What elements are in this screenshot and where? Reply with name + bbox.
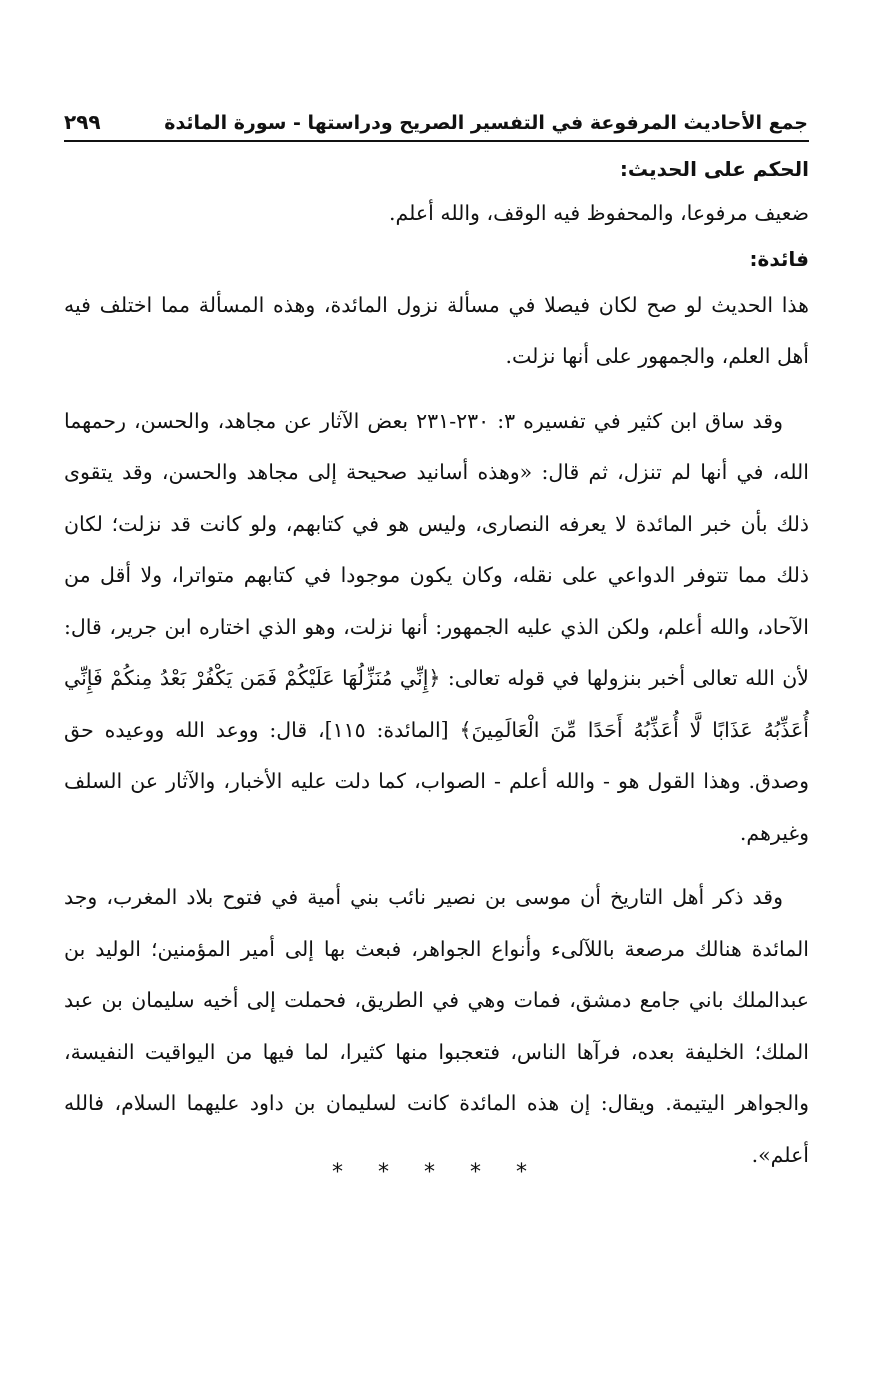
header-rule (64, 140, 809, 142)
section-end-ornament: * * * * * (332, 1160, 541, 1185)
page-number: ٢٩٩ (64, 110, 101, 134)
spacer (64, 859, 809, 872)
running-header (64, 108, 808, 142)
benefit-heading: فائدة: (749, 246, 809, 271)
running-title: جمع الأحاديث المرفوعة في التفسير الصريح ودراستها - سورة المائدة (164, 112, 808, 134)
body-text (64, 150, 809, 1181)
paragraph-1: هذا الحديث لو صح لكان فيصلا في مسألة نزول المائدة، وهذه المسألة مما اختلف فيه أهل العلم، والجمهور على أنها نزلت. (64, 292, 809, 368)
ruling-text: ضعيف مرفوعا، والمحفوظ فيه الوقف، والله أعلم. (388, 201, 809, 225)
spacer (64, 383, 809, 396)
paragraph-2: وقد ساق ابن كثير في تفسيره ٣: ٢٣٠-٢٣١ بعض الآثار عن مجاهد، والحسن، رحمهما الله، في أنها لم تنزل، ثم قال: «وهذه أسانيد صحيحة إلى مجاهد والحسن، وقد يتقوى ذلك بأن خبر المائدة لا يعرفه النصارى، وليس هو في كتابهم، ولو كانت قد نزلت؛ لكان ذلك مما تتوفر الدواعي على نقله، وكان يكون موجودا في كتابهم متواترا، ولا أقل من الآحاد، والله أعلم، ولكن الذي عليه الجمهور: أنها نزلت، وهو الذي اختاره ابن جرير، قال: لأن الله تعالى أخبر بنزولها في قوله تعالى: ﴿إِنِّي مُنَزِّلُهَا عَلَيْكُمْ فَمَن يَكْفُرْ بَعْدُ مِنكُمْ فَإِنِّي أُعَذِّبُهُ عَذَابًا لَّا أُعَذِّبُهُ أَحَدًا مِّنَ الْعَالَمِينَ﴾ [المائدة: ١١٥]، قال: ووعد الله ووعيده حق وصدق. وهذا القول هو - والله أعلم - الصواب، كما دلت عليه الأخبار، والآثار عن السلف وغيرهم. (64, 408, 809, 845)
paragraph-3: وقد ذكر أهل التاريخ أن موسى بن نصير نائب بني أمية في فتوح بلاد المغرب، وجد المائدة هنالك مرصعة باللآلىء وأنواع الجواهر، فبعث بها إلى أمير المؤمنين؛ الوليد بن عبدالملك باني جامع دمشق، فمات وهي في الطريق، فحملت إلى أخيه سليمان بن عبد الملك؛ الخليفة بعده، فرآها الناس، فتعجبوا منها كثيرا، لما فيها من اليواقيت النفيسة، والجواهر اليتيمة. ويقال: إن هذه المائدة كانت لسليمان بن داود عليهما السلام، فالله أعلم». (64, 885, 809, 1167)
ruling-heading: الحكم على الحديث: (619, 157, 809, 181)
